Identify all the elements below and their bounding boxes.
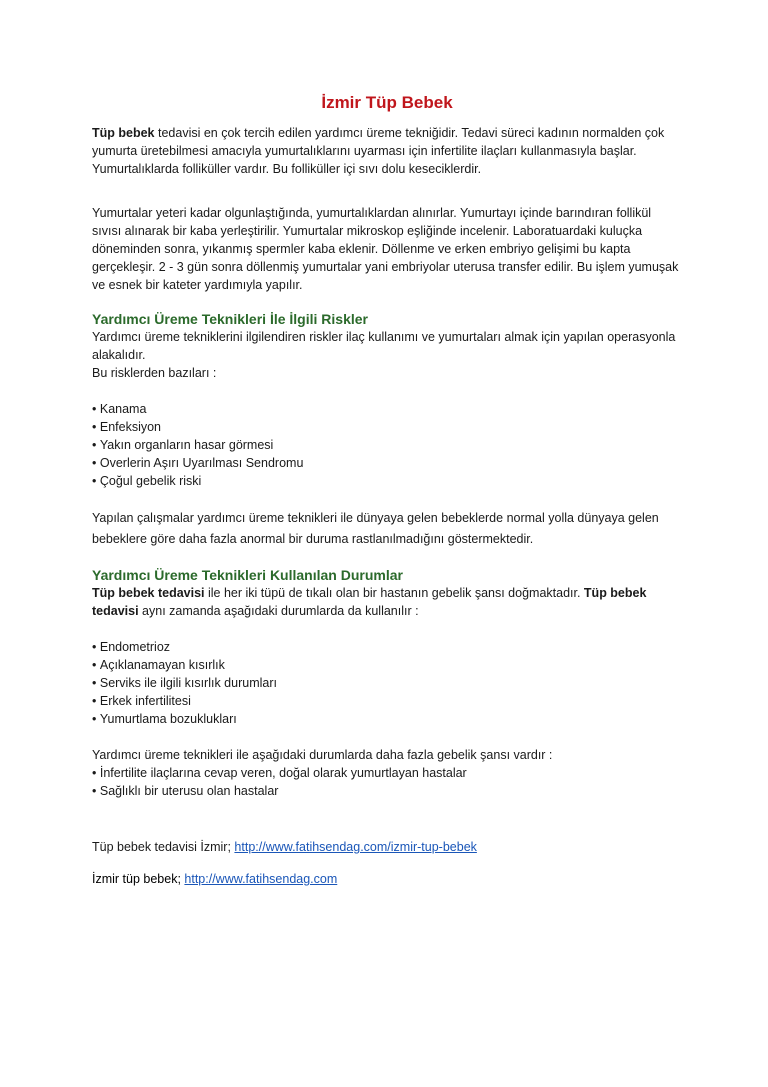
uses-text-1: ile her iki tüpü de tıkalı olan bir hastanın gebelik şansı doğmaktadır.	[204, 586, 584, 600]
list-item: • Kanama	[92, 400, 682, 418]
intro-bold: Tüp bebek	[92, 126, 155, 140]
uses-bold-2: Tüp bebek tedavisi	[92, 586, 647, 618]
list-item: • Sağlıklı bir uterusu olan hastalar	[92, 782, 682, 800]
list-item: • Serviks ile ilgili kısırlık durumları	[92, 674, 682, 692]
list-item: • Yumurtlama bozuklukları	[92, 710, 682, 728]
list-item: • Açıklanamayan kısırlık	[92, 656, 682, 674]
link-line-1	[92, 838, 682, 856]
list-item: • Endometrioz	[92, 638, 682, 656]
intro-paragraph	[92, 124, 682, 178]
links-section	[92, 838, 682, 888]
list-item: • Enfeksiyon	[92, 418, 682, 436]
list-item: • Erkek infertilitesi	[92, 692, 682, 710]
list-item: • Yakın organların hasar görmesi	[92, 436, 682, 454]
website-link-izmir-tup-bebek[interactable]: http://www.fatihsendag.com/izmir-tup-bebek	[234, 840, 477, 854]
document-title: İzmir Tüp Bebek	[321, 93, 453, 112]
process-paragraph: Yumurtalar yeteri kadar olgunlaştığında, yumurtalıklardan alınırlar. Yumurtayı içinde barındıran follikül sıvısı alınarak bir kaba yerleştirilir. Yumurtalar mikroskop eşliğinde incelenir. Laboratuardaki kuluçka döneminden sonra, yıkanmış spermler kaba eklenir. Döllenme ve erken embriyo gelişimi bu kapta gerçekleşir. 2 - 3 gün sonra döllenmiş yumurtalar yani embriyolar uterusa transfer edilir. Bu işlem yumuşak ve esnek bir kateter yardımıyla yapılır.	[92, 206, 679, 292]
list-item: • Overlerin Aşırı Uyarılması Sendromu	[92, 454, 682, 472]
research-paragraph: Yapılan çalışmalar yardımcı üreme teknikleri ile dünyaya gelen bebeklerde normal yolla dünyaya gelen bebeklere göre daha fazla anormal bir duruma rastlanılmadığını göstermektedir.	[92, 511, 659, 546]
intro-text: tedavisi en çok tercih edilen yardımcı üreme tekniğidir. Tedavi süreci kadının normalden çok yumurta üretebilmesi amacıyla yumurtalıklarını uyarması için infertilite ilaçları kullanmasıyla başlar. Yumurtalıklarda folliküller vardır. Bu folliküller içi sıvı dolu keseciklerdir.	[92, 126, 665, 176]
chance-list	[92, 764, 682, 800]
link-label-2: İzmir tüp bebek;	[92, 872, 185, 886]
section-heading-risks: Yardımcı Üreme Teknikleri İle İlgili Riskler	[92, 311, 368, 327]
website-link-home[interactable]: http://www.fatihsendag.com	[184, 872, 338, 886]
risks-paragraph: Yardımcı üreme tekniklerini ilgilendiren riskler ilaç kullanımı ve yumurtaları almak için yapılan operasyonla alakalıdır.	[92, 330, 676, 362]
section-heading-uses: Yardımcı Üreme Teknikleri Kullanılan Durumlar	[92, 567, 403, 583]
uses-bold-1: Tüp bebek tedavisi	[92, 586, 205, 600]
document-body	[92, 92, 682, 902]
link-line-2	[92, 870, 682, 888]
list-item: • Çoğul gebelik riski	[92, 472, 682, 490]
uses-text-2: aynı zamanda aşağıdaki durumlarda da kullanılır :	[138, 604, 419, 618]
uses-list	[92, 638, 682, 728]
link-label-1: Tüp bebek tedavisi İzmir;	[92, 840, 235, 854]
risks-list	[92, 400, 682, 490]
uses-paragraph	[92, 584, 682, 620]
risks-subtext: Bu risklerden bazıları :	[92, 366, 217, 380]
list-item: • İnfertilite ilaçlarına cevap veren, doğal olarak yumurtlayan hastalar	[92, 764, 682, 782]
chance-subtext: Yardımcı üreme teknikleri ile aşağıdaki durumlarda daha fazla gebelik şansı vardır :	[92, 748, 553, 762]
